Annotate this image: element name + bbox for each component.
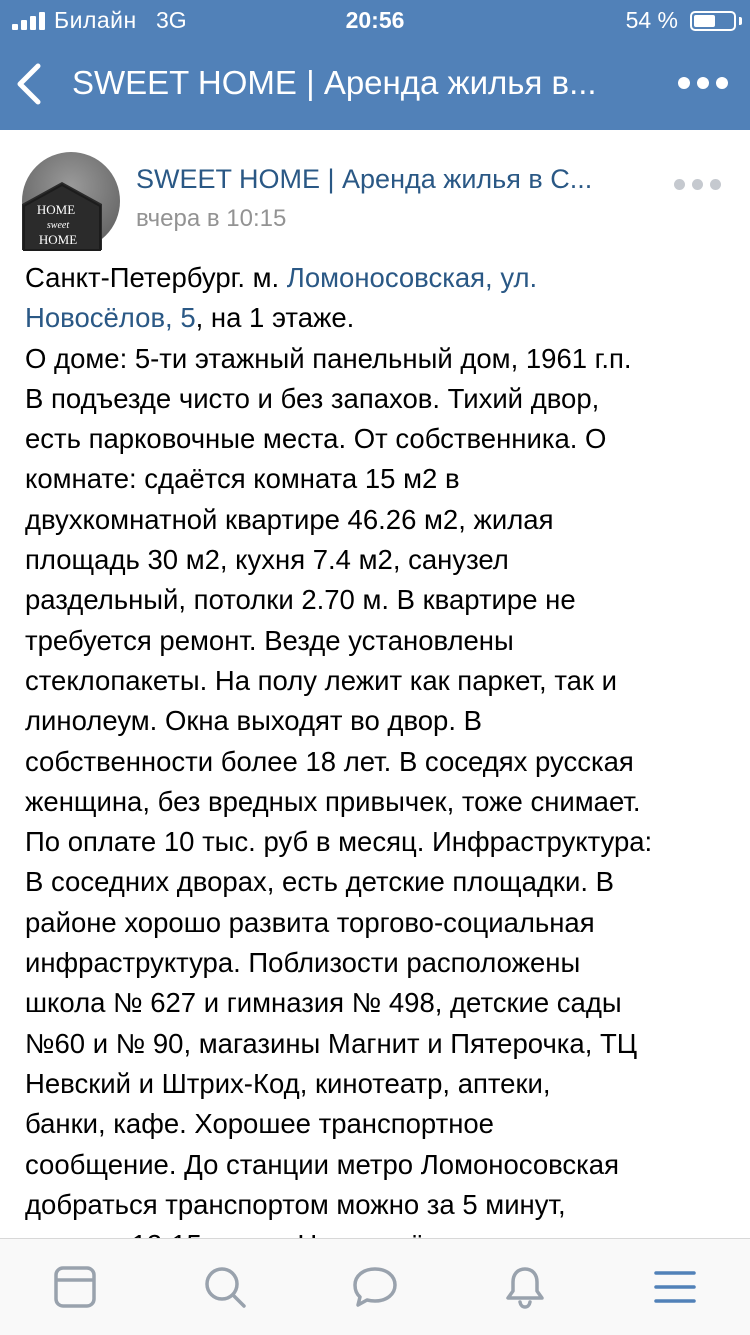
post-text-line: №60 и № 90, магазины Магнит и Пятерочка, ТЦ	[25, 1027, 638, 1059]
post-text-line: инфраструктура. Поблизости расположены	[25, 947, 581, 979]
post-text-line: В подъезде чисто и без запахов. Тихий двор,	[25, 382, 600, 414]
wall-post	[0, 130, 750, 1240]
post-text-line: комнате: сдаётся комната 15 м2 в	[25, 463, 460, 495]
post-timestamp: вчера в 10:15	[136, 205, 287, 232]
svg-text:sweet: sweet	[46, 220, 70, 231]
page-title: SWEET HOME | Аренда жилья в...	[72, 64, 597, 101]
post-text-line: линолеум. Окна выходят во двор. В	[25, 705, 482, 737]
home-sign-logo	[22, 152, 120, 250]
post-text-line: районе хорошо развита торгово-социальная	[25, 906, 595, 938]
post-text-line: О доме: 5-ти этажный панельный дом, 1961 г.п.	[25, 342, 632, 374]
post-text-line: Невский и Штрих-Код, кинотеатр, аптеки,	[25, 1067, 551, 1099]
avatar[interactable]	[22, 152, 120, 250]
svg-text:HOME: HOME	[38, 232, 78, 247]
carrier-name: Билайн	[54, 7, 137, 33]
post-text-line: раздельный, потолки 2.70 м. В квартире не	[25, 584, 576, 616]
post-text-line: стеклопакеты. На полу лежит как паркет, так и	[25, 664, 617, 696]
news-feed-icon	[51, 1263, 99, 1311]
status-bar	[0, 0, 750, 42]
post-text-line: есть парковочные места. От собственника. О	[25, 423, 607, 455]
post-text-line: добраться транспортом можно за 5 минут,	[25, 1188, 566, 1220]
metro-link[interactable]: Ломоносовская, ул.	[286, 262, 538, 293]
network-type: 3G	[156, 7, 187, 33]
post-text-line: площадь 30 м2, кухня 7.4 м2, санузел	[25, 544, 509, 576]
svg-text:HOME: HOME	[36, 202, 76, 217]
bottom-tab-bar	[0, 1238, 750, 1335]
post-text-line: В соседних дворах, есть детские площадки. В	[25, 866, 614, 898]
post-text-line: школа № 627 и гимназия № 498, детские сады	[25, 987, 622, 1019]
tab-menu[interactable]	[600, 1239, 750, 1335]
menu-icon	[651, 1263, 699, 1311]
post-text-line: собственности более 18 лет. В соседях русская	[25, 745, 634, 777]
header	[0, 0, 750, 130]
post-text	[25, 258, 737, 1265]
post-text-line: двухкомнатной квартире 46.26 м2, жилая	[25, 503, 554, 535]
search-icon	[201, 1263, 249, 1311]
chevron-left-icon	[10, 60, 50, 108]
post-text-line: Санкт-Петербург. м. Ломоносовская, ул.	[25, 262, 538, 293]
tab-search[interactable]	[150, 1239, 300, 1335]
tab-news[interactable]	[0, 1239, 150, 1335]
battery-level-fill	[694, 15, 715, 27]
post-text-line: банки, кафе. Хорошее транспортное	[25, 1108, 494, 1140]
post-text-line: требуется ремонт. Везде установлены	[25, 624, 514, 656]
tab-messages[interactable]	[300, 1239, 450, 1335]
more-options-button[interactable]	[678, 74, 728, 94]
post-text-line: женщина, без вредных привычек, тоже снимает.	[25, 785, 641, 817]
address-link[interactable]: Новосёлов, 5	[25, 302, 196, 334]
post-text-line: Новосёлов, 5, на 1 этаже.	[25, 302, 355, 334]
status-time: 20:56	[345, 7, 405, 33]
back-button[interactable]	[10, 60, 50, 108]
post-text-line: сообщение. До станции метро Ломоносовская	[25, 1148, 619, 1180]
nav-bar	[0, 42, 750, 130]
post-more-button[interactable]	[674, 178, 722, 192]
battery-tip	[739, 17, 742, 25]
battery-icon	[690, 11, 736, 31]
battery-percent: 54 %	[625, 7, 678, 33]
post-text-line: По оплате 10 тыс. руб в месяц. Инфраструктура:	[25, 826, 653, 858]
post-author-link[interactable]: SWEET HOME | Аренда жилья в С...	[136, 164, 593, 194]
bell-icon	[501, 1263, 549, 1311]
tab-notifications[interactable]	[450, 1239, 600, 1335]
chat-bubble-icon	[350, 1263, 400, 1311]
